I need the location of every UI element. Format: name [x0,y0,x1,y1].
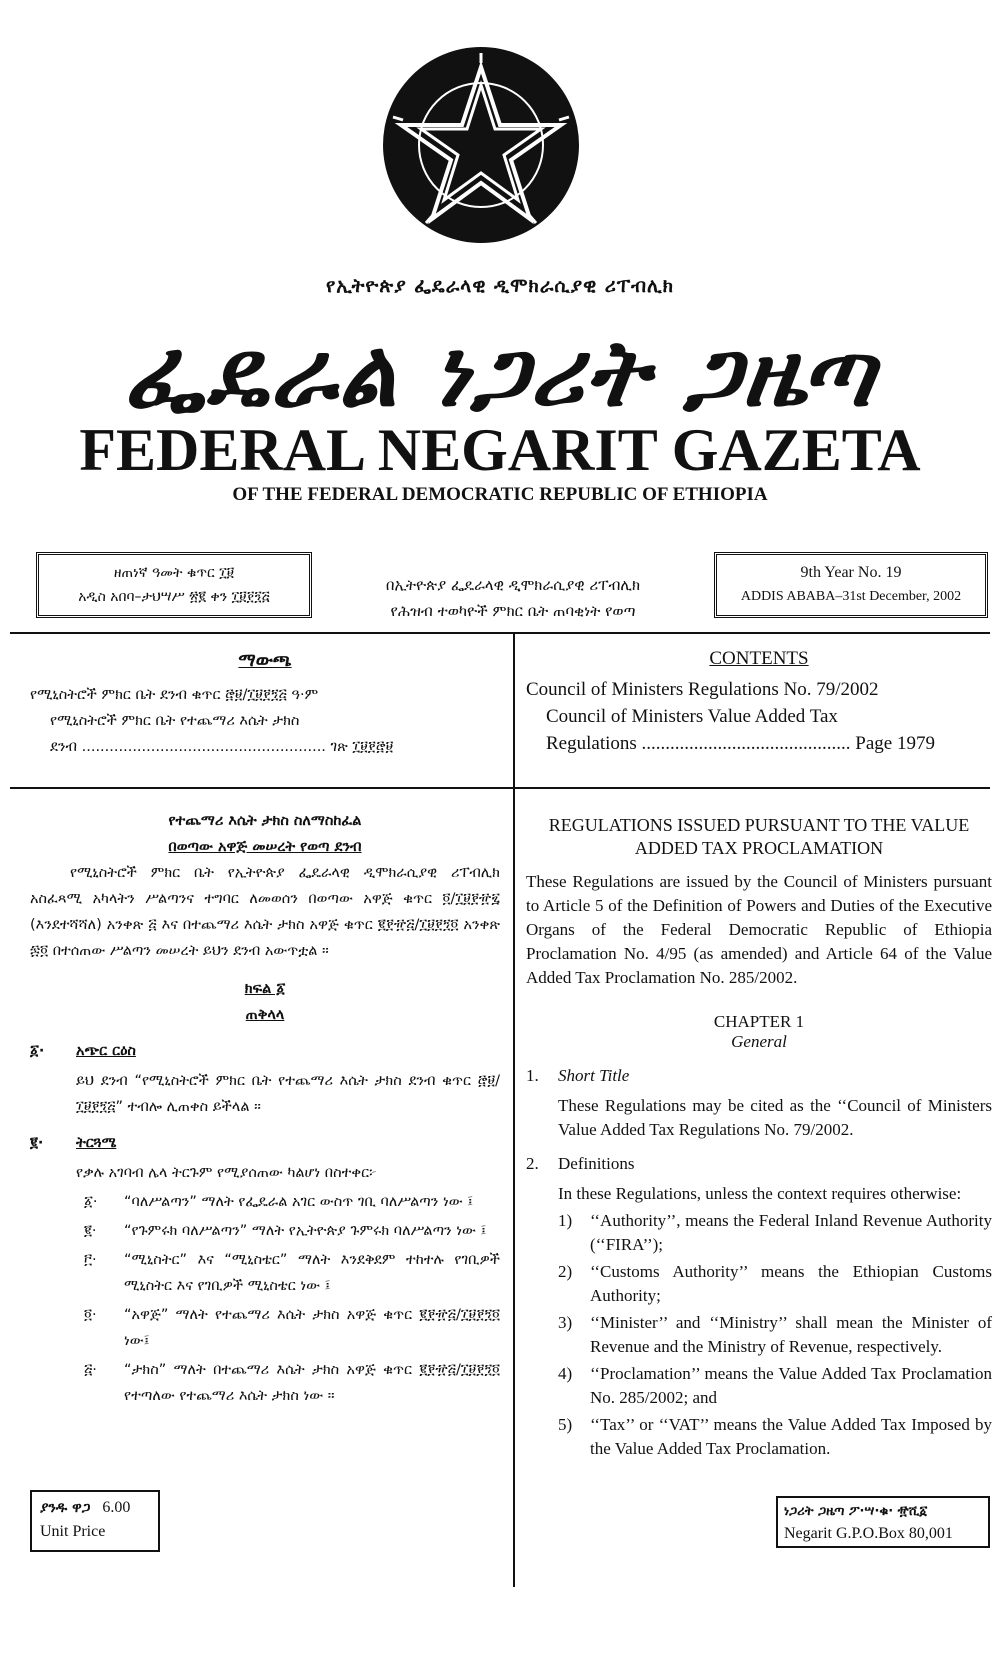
definition-item [84,1357,500,1409]
definition-text: “ታክስ” ማለት በተጨማሪ እሴት ታክስ አዋጅ ቁጥር ፪፻፹፭/፲፱፻፺፬ የተጣለው የተጨማሪ እሴት ታክስ ነው ። [124,1362,500,1404]
section-2-number-english: 2. [526,1154,539,1173]
contents-heading-amharic: ማውጫ [238,650,292,671]
contents-line3-amharic: ደንብ ..................................................... ገጽ ፲፱፻፸፱ [50,739,394,755]
definition-number: ፪· [84,1223,97,1239]
section-1-english [526,1064,992,1142]
issue-number-english: 9th Year No. 19 [800,564,902,581]
part-title-amharic: ጠቅላላ [245,1007,285,1023]
unit-price-box [30,1490,160,1552]
chapter-english: CHAPTER 1 [713,1012,805,1031]
contents-line3-english: Regulations ............................................ Page 1979 [546,733,935,754]
definition-item [558,1260,992,1308]
section-1-amharic [30,1038,500,1120]
definition-item [84,1302,500,1354]
issue-date-english: ADDIS ABABA–31st December, 2002 [740,589,962,604]
issuing-authority-line1: በኢትዮጵያ ፌዴራላዊ ዲሞክራሲያዊ ሪፐብሊክ [385,576,641,594]
section-1-number-english: 1. [526,1066,539,1085]
definition-text: “አዋጅ” ማለት የተጨማሪ እሴት ታክስ አዋጅ ቁጥር ፪፻፹፭/፲፱፻፺፬ ነው፤ [124,1307,500,1349]
definition-item [558,1209,992,1257]
preamble-amharic: የሚኒስትሮች ምክር ቤት የኢትዮጵያ ፌዴራላዊ ዲሞክራሲያዊ ሪፐብሊክ አስፈጻሚ አካላትን ሥልጣንና ተግባር ለመወሰን በወጣው አዋጅ ቁጥር ፬/፲፱፻፹፯ (እንደተሻሻለ) አንቀጽ ፭ እና በተጨማሪ እሴት ታክስ አዋጅ ቁጥር ፪፻፹፭/፲፱፻፺፬ አንቀጽ ፷፬ በተሰጠው ሥልጣን መሠረት ይህን ደንብ አውጥቷል ። [30,865,500,959]
definition-number: 5) [558,1415,573,1434]
definition-item [558,1311,992,1359]
definition-item [84,1218,500,1244]
definition-text: “የጉምሩክ ባለሥልጣን” ማለት የኢትዮጵያ ጉምሩክ ባለሥልጣን ነው ፤ [124,1223,487,1239]
regulation-title-amharic-1: የተጨማሪ እሴት ታክስ ስለማስከፈል [168,813,362,829]
unit-price-value: 6.00 [102,1499,131,1516]
gazette-title-amharic: ፌዴራል ነጋሪት ጋዜጣ [124,319,876,427]
definition-text: ‘‘Minister’’ and ‘‘Ministry’’ shall mean the Minister of Revenue and the Ministry of Revenue, respectively. [590,1313,992,1356]
contents-line2-amharic: የሚኒስትሮች ምክር ቤት የተጨማሪ እሴት ታክስ [50,713,300,729]
definition-text: ‘‘Customs Authority’’ means the Ethiopian Customs Authority; [590,1262,992,1305]
po-box-english: Negarit G.P.O.Box 80,001 [784,1525,953,1542]
gazette-title-english: FEDERAL NEGARIT GAZETA [79,417,921,483]
definition-number: 1) [558,1211,573,1230]
issuing-authority-line2: የሕዝብ ተወካዮች ምክር ቤት ጠባቂነት የወጣ [390,602,636,620]
definition-text: “ባለሥልጣን” ማለት የፌዴራል አገር ውስጥ ገቢ ባለሥልጣን ነው ፤ [124,1194,474,1210]
part-amharic: ክፍል ፩ [244,981,286,997]
issue-box-amharic [36,552,312,618]
issue-number-amharic: ዘጠነኛ ዓመት ቁጥር ፲፱ [113,565,235,581]
contents-rule [10,787,990,789]
issue-date-amharic: አዲስ አበባ–ታህሣሥ ፳፪ ቀን ፲፱፻፺፭ [78,589,270,605]
gazette-subtitle-english: OF THE FEDERAL DEMOCRATIC REPUBLIC OF ETHIOPIA [232,484,768,505]
section-1-text-amharic: ይህ ደንብ “የሚኒስትሮች ምክር ቤት የተጨማሪ እሴት ታክስ ደንብ ቁጥር ፸፱/፲፱፻፺፭” ተብሎ ሊጠቀስ ይችላል ። [76,1073,500,1115]
definition-item [558,1413,992,1461]
definition-number: ፩· [84,1194,98,1210]
definition-item [558,1362,992,1410]
section-1-text-english: These Regulations may be cited as the ‘‘Council of Ministers Value Added Tax Regulations No. 79/2002. [558,1096,992,1139]
chapter-title-english: General [731,1032,787,1051]
section-2-amharic [30,1130,500,1409]
definition-number: ፭· [84,1362,97,1378]
definition-number: ፬· [84,1307,97,1323]
amharic-body [30,808,500,1409]
section-2-title-english: Definitions [558,1154,635,1173]
section-1-title-amharic: አጭር ርዕስ [76,1043,136,1059]
republic-name-amharic: የኢትዮጵያ ፌዴራላዊ ዲሞክራሲያዊ ሪፐብሊክ [325,275,675,297]
national-emblem [381,45,581,245]
regulation-title-amharic-2: በወጣው አዋጅ መሠረት የወጣ ደንብ [168,839,362,855]
contents-line1-english: Council of Ministers Regulations No. 79/2002 [526,679,879,700]
section-1-title-english: Short Title [558,1066,630,1085]
section-1-number-amharic: ፩· [30,1043,45,1059]
definition-item [84,1189,500,1215]
preamble-english: These Regulations are issued by the Council of Ministers pursuant to Article 5 of the Definition of Powers and Duties of the Executive Organs of the Federal Democratic Republic of Ethiopia Proclamation No. 4/95 (as amended) and Article 64 of the Value Added Tax Proclamation No. 285/2002. [526,872,992,987]
definitions-list-amharic [76,1189,500,1409]
section-2-intro-amharic: የቃሉ አገባብ ሌላ ትርጉም የሚያሰጠው ካልሆነ በስተቀር፦ [76,1165,377,1181]
definition-text: ‘‘Tax’’ or ‘‘VAT’’ means the Value Added Tax Imposed by the Value Added Tax Proclamation. [590,1415,992,1458]
definition-number: ፫· [84,1252,97,1268]
definition-number: 3) [558,1313,573,1332]
issue-box-english [714,552,988,618]
definition-text: ‘‘Proclamation’’ means the Value Added Tax Proclamation No. 285/2002; and [590,1364,992,1407]
contents-heading-english: CONTENTS [709,648,809,669]
unit-price-label-amharic: ያንዱ ዋጋ [40,1500,91,1516]
english-body [526,814,992,1461]
section-2-intro-english: In these Regulations, unless the context requires otherwise: [558,1184,962,1203]
column-divider [513,632,515,1587]
contents-amharic [30,648,500,760]
regulation-title-english: REGULATIONS ISSUED PURSUANT TO THE VALUE ADDED TAX PROCLAMATION [548,815,970,858]
po-box-amharic: ነጋሪት ጋዜጣ ፖ·ሣ·ቁ· ፹ሺ፩ [784,1504,928,1519]
header-rule [10,632,990,634]
contents-english [526,648,992,757]
issuing-authority [318,572,708,624]
definition-number: 4) [558,1364,573,1383]
section-2-english [526,1152,992,1461]
definition-text: ‘‘Authority’’, means the Federal Inland Revenue Authority (‘‘FIRA’’); [590,1211,992,1254]
definition-number: 2) [558,1262,573,1281]
definition-text: “ሚኒስትር” እና “ሚኒስቴር” ማለት እንደቅደም ተከተሉ የገቢዎች ሚኒስትር እና የገቢዎች ሚኒስቴር ነው ፤ [124,1252,500,1294]
definition-item [84,1247,500,1299]
unit-price-label-english: Unit Price [40,1523,106,1540]
definitions-list-english [558,1209,992,1461]
section-2-title-amharic: ትርጓሜ [76,1135,117,1151]
contents-line1-amharic: የሚኒስትሮች ምክር ቤት ደንብ ቁጥር ፸፱/፲፱፻፺፭ ዓ·ም [30,687,319,703]
section-2-number-amharic: ፪· [30,1135,44,1151]
contents-line2-english: Council of Ministers Value Added Tax [546,706,838,727]
po-box [776,1496,990,1548]
